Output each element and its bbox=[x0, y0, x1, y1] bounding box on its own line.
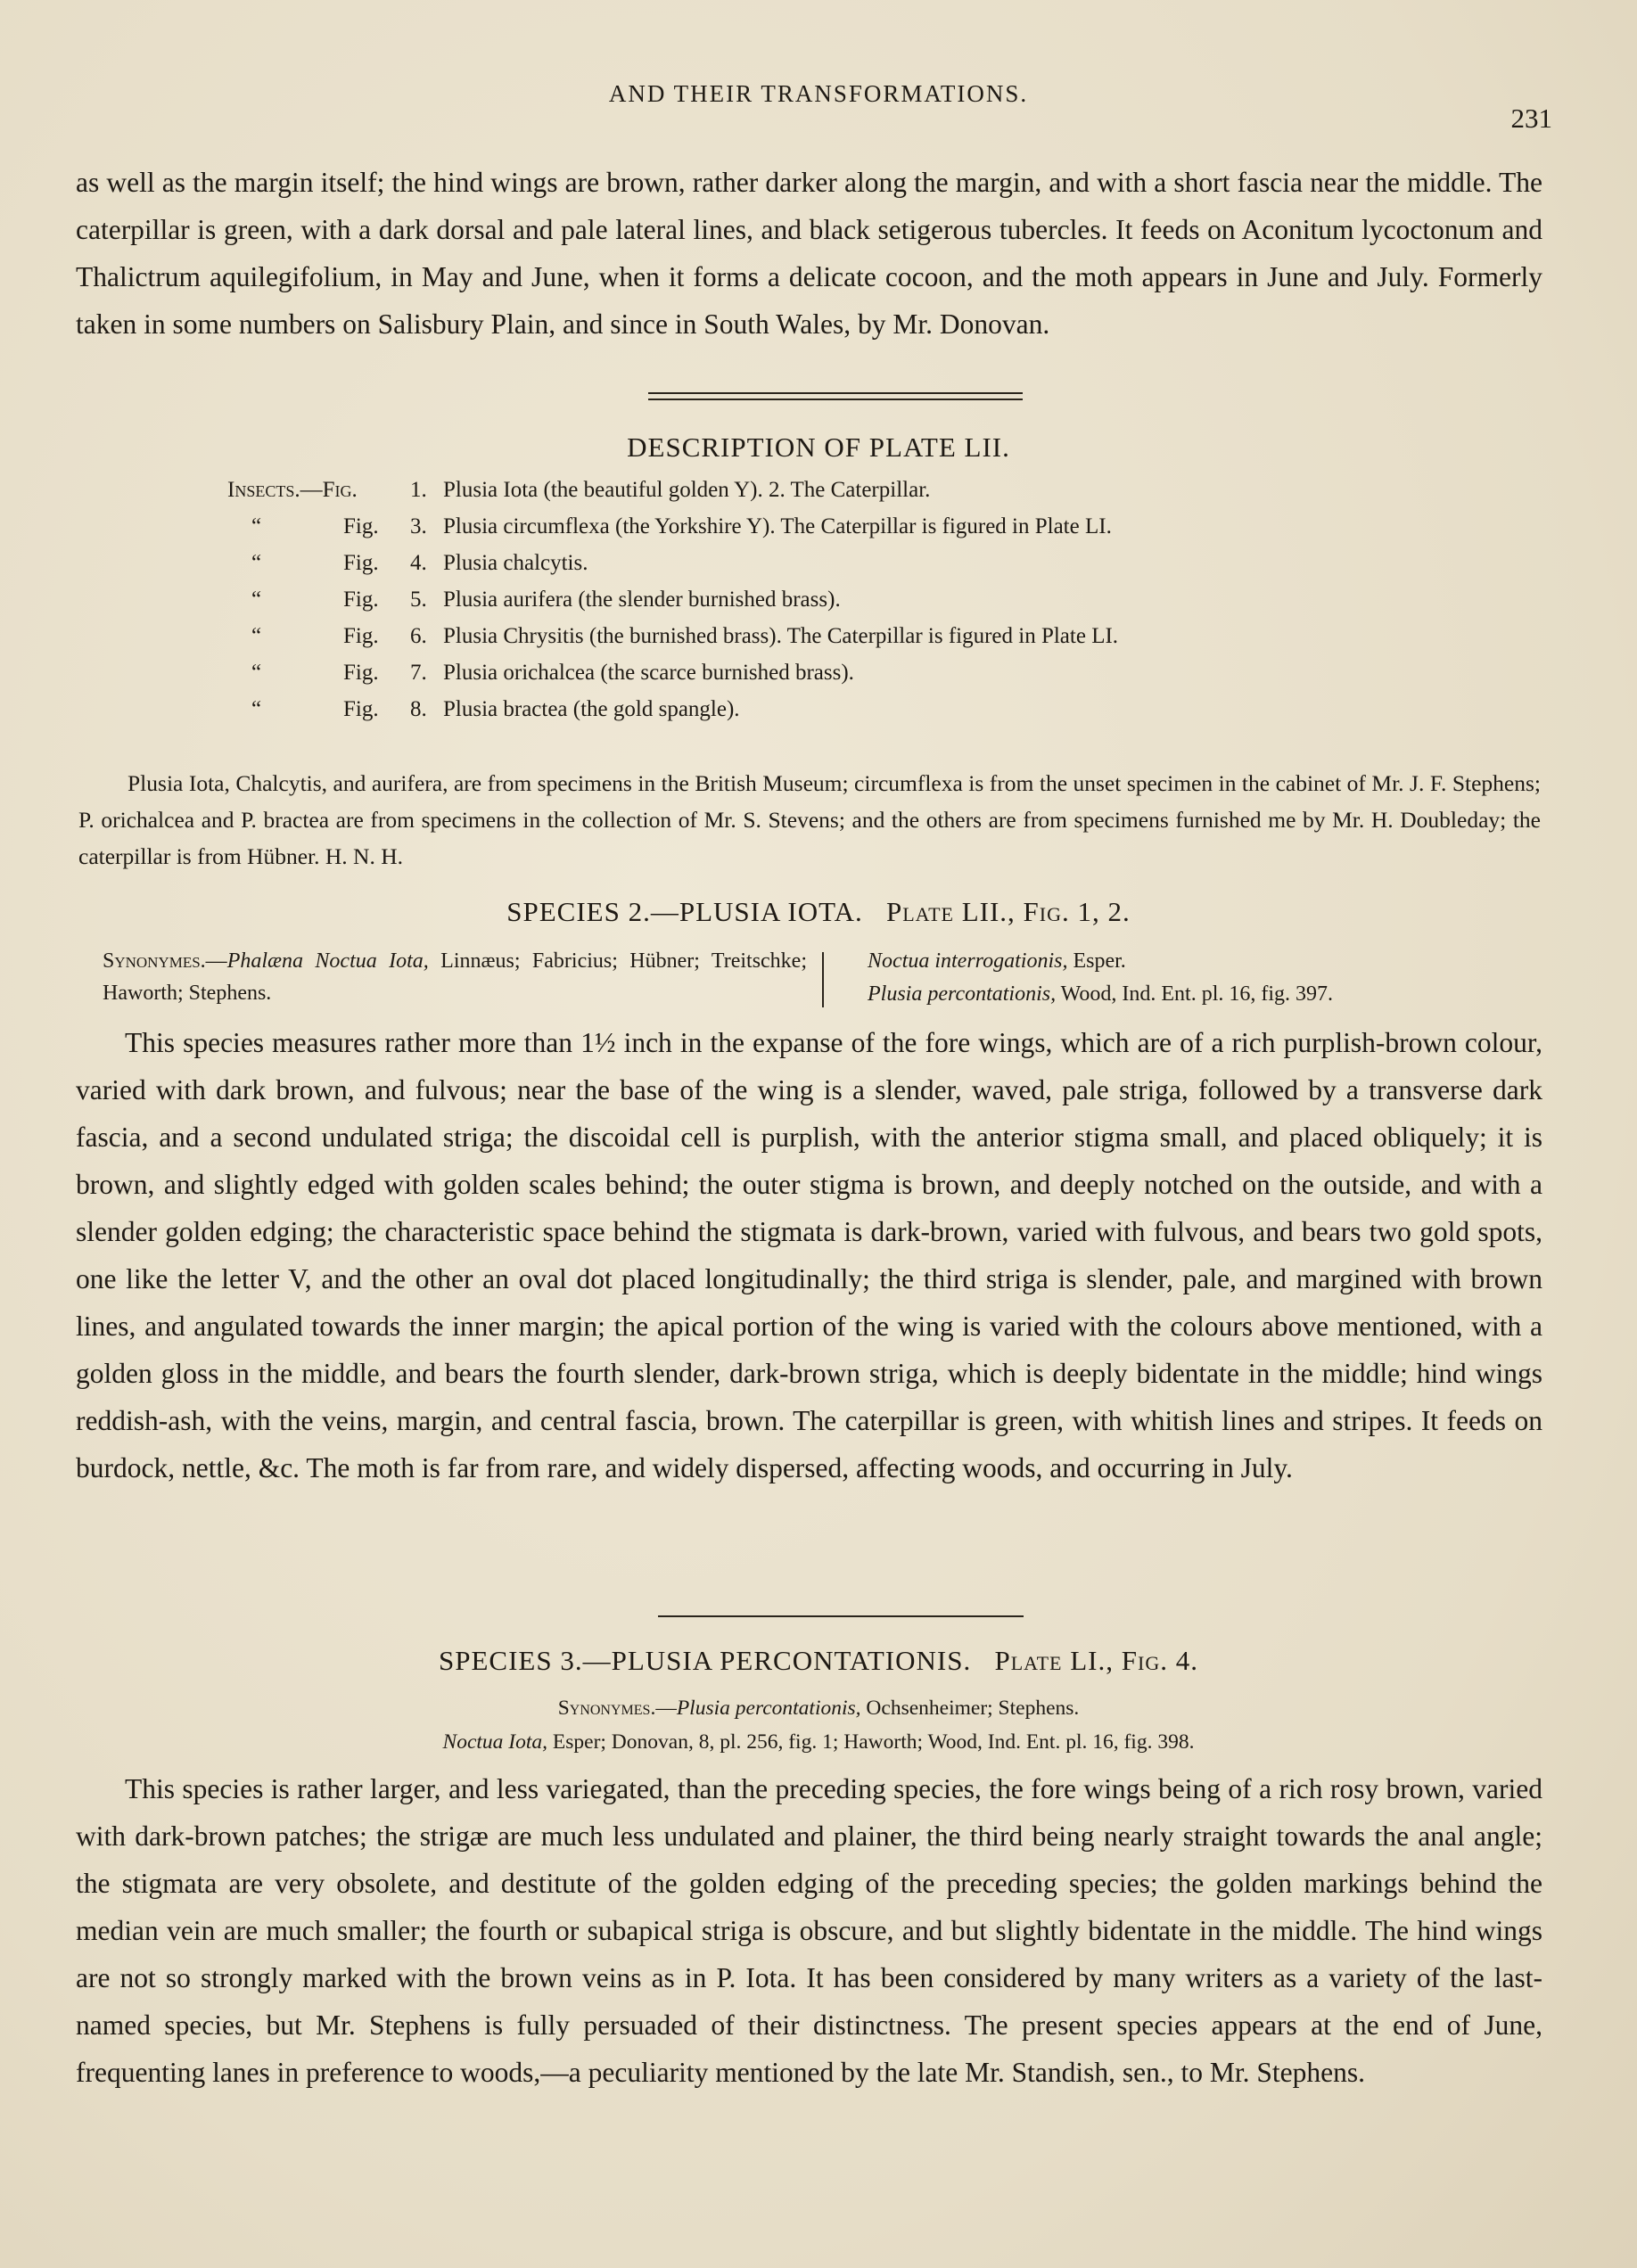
fig-word: Fig. bbox=[343, 697, 379, 721]
figure-number: 3. bbox=[410, 514, 427, 538]
synonymes-label: Synonymes.— bbox=[557, 1697, 677, 1720]
section-double-rule bbox=[648, 392, 1023, 400]
plate-description-heading: DESCRIPTION OF PLATE LII. bbox=[627, 431, 1010, 463]
running-head: AND THEIR TRANSFORMATIONS. bbox=[608, 80, 1029, 107]
figure-number: 5. bbox=[410, 588, 427, 612]
intro-paragraph-text: as well as the margin itself; the hind wings are brown, rather darker along the margin, and with a short fascia near the middle. The caterpillar is green, with a dark dorsal and pale lateral lines, and black setigerous tubercles. It feeds on Aconitum lycoctonum and Thalictrum aquilegifolium, in May and June, when it forms a delicate cocoon, and the moth appears in June and July. Formerly taken in some numbers on Salisbury Plain, and since in South Wales, by Mr. Donovan. bbox=[76, 167, 1542, 340]
ditto-mark: “ bbox=[251, 697, 262, 721]
figure-number: 8. bbox=[410, 697, 427, 721]
species3-title: SPECIES 3.—PLUSIA PERCONTATIONIS. bbox=[439, 1645, 972, 1676]
species2-title: SPECIES 2.—PLUSIA IOTA. bbox=[506, 896, 863, 927]
section-rule bbox=[658, 1615, 1024, 1617]
page-number: 231 bbox=[1510, 103, 1552, 134]
species2-synonymes-left bbox=[103, 945, 807, 1009]
synonymes-divider bbox=[822, 952, 824, 1007]
species3-synonymes-2 bbox=[0, 1725, 1637, 1759]
species3-description bbox=[76, 1765, 1542, 2096]
species2-plate-ref: Plate LII., Fig. 1, 2. bbox=[885, 896, 1131, 927]
synonym-line bbox=[868, 945, 1572, 978]
species3-synonymes-1 bbox=[0, 1691, 1637, 1725]
figure-description: Plusia bractea (the gold spangle). bbox=[443, 697, 740, 721]
figure-description: Plusia orichalcea (the scarce burnished brass). bbox=[443, 661, 854, 685]
synonym-authors: Linnæus; Fabricius; Hübner; Treitschke; Haworth; Stephens. bbox=[103, 949, 808, 1005]
figure-description: Plusia circumflexa (the Yorkshire Y). The Caterpillar is figured in Plate LI. bbox=[443, 514, 1112, 538]
synonym-italic: Plusia percontationis, bbox=[868, 982, 1057, 1006]
figure-description: Plusia aurifera (the slender burnished brass). bbox=[443, 588, 841, 612]
figure-number: 7. bbox=[410, 661, 427, 685]
figure-description: Plusia Chrysitis (the burnished brass). The Caterpillar is figured in Plate LI. bbox=[443, 624, 1119, 648]
species2-description-text: This species measures rather more than 1½ inch in the expanse of the fore wings, which are of a rich purplish-brown colour, varied with dark brown, and fulvous; near the base of the wing is a slender, waved, pale striga, followed by a transverse dark fascia, and a second undulated striga; the discoidal cell is purplish, with the anterior stigma small, and placed obliquely; it is brown, and slightly edged with golden scales behind; the outer stigma is brown, and deeply notched on the outside, and with a slender golden edging; the characteristic space behind the stigmata is dark-brown, varied with fulvous, and bears two gold spots, one like the letter V, and the other an oval dot placed longitudinally; the third striga is slender, pale, and margined with brown lines, and angulated towards the inner margin; the apical portion of the wing is varied with the colours above mentioned, with a golden gloss in the middle, and bears the fourth slender, dark-brown striga, which is deeply bidentate in the middle; hind wings reddish-ash, with the veins, margin, and central fascia, brown. The caterpillar is green, with whitish lines and stripes. It feeds on burdock, nettle, &c. The moth is far from rare, and widely dispersed, affecting woods, and occurring in July. bbox=[76, 1027, 1542, 1483]
figure-description: Plusia Iota (the beautiful golden Y). 2. The Caterpillar. bbox=[443, 478, 931, 502]
synonym-authors: Esper. bbox=[1067, 949, 1126, 973]
species3-description-text: This species is rather larger, and less variegated, than the preceding species, the fore wings being of a rich rosy brown, varied with dark-brown patches; the strigæ are much less undulated and plainer, the third being nearly straight towards the anal angle; the stigmata are very obsolete, and destitute of the golden edging of the preceding species; the golden markings behind the median vein are much smaller; the fourth or subapical striga is obscure, and but slightly bidentate in the middle. The hind wings are not so strongly marked with the brown veins as in P. Iota. It has been considered by many writers as a variety of the last-named species, but Mr. Stephens is fully persuaded of their distinctness. The present species appears at the end of June, frequenting lanes in preference to woods,—a peculiarity mentioned by the late Mr. Standish, sen., to Mr. Stephens. bbox=[76, 1773, 1542, 2088]
species2-heading bbox=[0, 896, 1637, 928]
species3-plate-ref: Plate LI., Fig. 4. bbox=[994, 1645, 1198, 1676]
figure-number: 1. bbox=[410, 478, 427, 502]
ditto-mark: “ bbox=[251, 661, 262, 685]
figure-number: 6. bbox=[410, 624, 427, 648]
synonym-italic: Noctua interrogationis, bbox=[868, 949, 1068, 973]
synonym-authors: Ochsenheimer; Stephens. bbox=[860, 1697, 1080, 1720]
fig-word: Fig. bbox=[343, 551, 379, 575]
fig-word: Fig. bbox=[343, 661, 379, 685]
fig-word: Fig. bbox=[343, 588, 379, 612]
ditto-mark: “ bbox=[251, 588, 262, 612]
figure-number: 4. bbox=[410, 551, 427, 575]
intro-paragraph bbox=[76, 159, 1542, 348]
figure-description: Plusia chalcytis. bbox=[443, 551, 588, 575]
synonym-authors: Esper; Donovan, 8, pl. 256, fig. 1; Haworth; Wood, Ind. Ent. pl. 16, fig. 398. bbox=[547, 1730, 1195, 1754]
ditto-mark: “ bbox=[251, 624, 262, 648]
synonym-italic: Phalæna Noctua Iota, bbox=[226, 949, 429, 973]
species3-heading bbox=[0, 1645, 1637, 1677]
synonym-line bbox=[868, 978, 1572, 1011]
ditto-mark: “ bbox=[251, 514, 262, 538]
synonymes-label: Synonymes.— bbox=[103, 949, 227, 973]
synonym-authors: Wood, Ind. Ent. pl. 16, fig. 397. bbox=[1056, 982, 1334, 1006]
plate-note-text: Plusia Iota, Chalcytis, and aurifera, are from specimens in the British Museum; circumflexa is from the unset specimen in the cabinet of Mr. J. F. Stephens; P. orichalcea and P. bractea are from specimens in the collection of Mr. S. Stevens; and the others are from specimens furnished me by Mr. H. Doubleday; the caterpillar is from Hübner. H. N. H. bbox=[78, 770, 1541, 869]
fig-word: Fig. bbox=[343, 624, 379, 648]
insects-label: Insects.—Fig. bbox=[227, 478, 358, 502]
fig-word: Fig. bbox=[343, 514, 379, 538]
synonym-italic: Plusia percontationis, bbox=[676, 1697, 861, 1720]
species2-synonymes-right bbox=[868, 945, 1572, 1011]
synonym-italic: Noctua Iota, bbox=[442, 1730, 548, 1754]
ditto-mark: “ bbox=[251, 551, 262, 575]
plate-note bbox=[78, 765, 1541, 875]
species2-description bbox=[76, 1019, 1542, 1491]
